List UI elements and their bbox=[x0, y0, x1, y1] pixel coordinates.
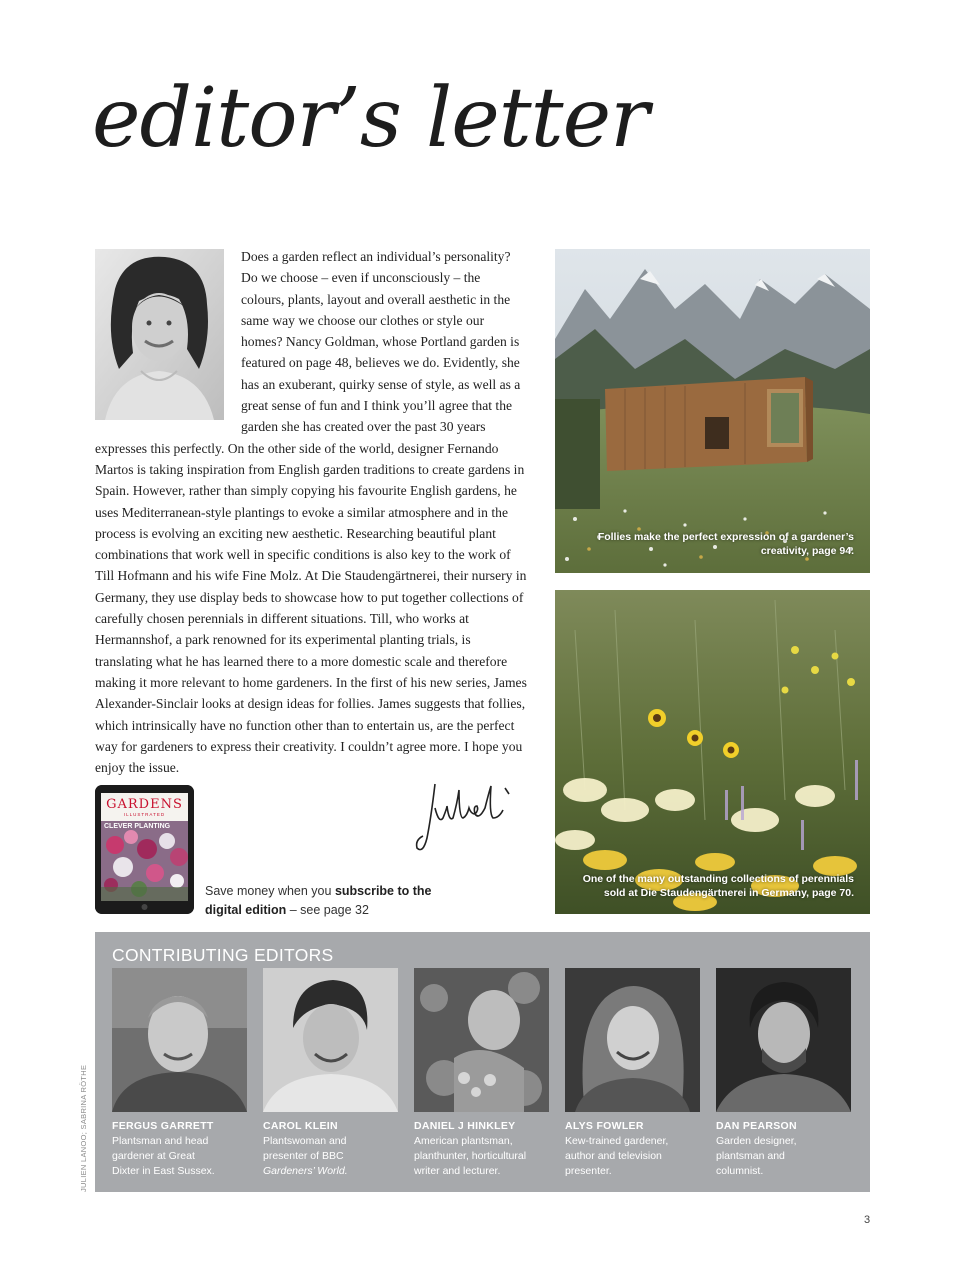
desc-line: planthunter, horticultural bbox=[414, 1150, 527, 1162]
desc-line: Gardeners’ World. bbox=[263, 1165, 348, 1177]
contributor-card bbox=[414, 968, 549, 1179]
desc-line: plantsman and bbox=[716, 1150, 785, 1162]
letter-body bbox=[95, 246, 527, 778]
contributor-card bbox=[716, 968, 851, 1179]
contributor-desc bbox=[263, 1134, 398, 1179]
desc-line: American plantsman, bbox=[414, 1135, 513, 1147]
contributor-photo bbox=[414, 968, 549, 1112]
desc-line: columnist. bbox=[716, 1165, 764, 1177]
desc-line: gardener at Great bbox=[112, 1150, 195, 1162]
folly-photo bbox=[555, 249, 870, 573]
contributor-name: DAN PEARSON bbox=[716, 1120, 797, 1132]
desc-line: Plantsman and head bbox=[112, 1135, 209, 1147]
folly-photo-caption: Follies make the perfect expression of a gardener’s creativity, page 94. bbox=[597, 531, 854, 557]
page-number: 3 bbox=[864, 1214, 871, 1226]
desc-line: writer and lecturer. bbox=[414, 1165, 501, 1177]
desc-line: Kew-trained gardener, bbox=[565, 1135, 669, 1147]
contributor-card bbox=[565, 968, 700, 1179]
perennials-photo bbox=[555, 590, 870, 914]
portrait-spacer bbox=[95, 246, 241, 421]
desc-line: Dixter in East Sussex. bbox=[112, 1165, 215, 1177]
contributor-name: CAROL KLEIN bbox=[263, 1120, 338, 1132]
contributor-desc bbox=[414, 1134, 549, 1179]
desc-line: presenter. bbox=[565, 1165, 612, 1177]
letter-text: Does a garden reflect an individual’s personality? Do we choose – even if unconsciously – the colours, plants, layout and overall aesthetic in the same way we choose our clothes or style our homes? Nancy Goldman, whose Portland garden is featured on page 48, believes we do. Evidently, she has an exuberant, quirky sense of style, as well as a great sense of fun and I think you’ll agree that the garden she has created over the past 30 years expresses this perfectly. On the other side of the world, designer Fernando Martos is taking inspiration from English garden traditions to create gardens in Spain. However, rather than simply copying his favourite English gardens, he uses Mediterranean-style plantings to evoke a similar atmosphere and in the process is evolving an exciting new aesthetic. Researching beautiful plant combinations that work well in specific conditions is also key to the work of Till Hofmann and his wife Fine Molz. At Die Staudengärtnerei, their nursery in Germany, they use display beds to showcase how to put together collections of carefully chosen perennials in different situations. Till, who works at Hermannshof, a park renowned for its experimental planting trials, is translating what he has learned there to a more domestic scale and therefore making it more relevant to home gardeners. In the first of his new series, James Alexander-Sinclair looks at design ideas for follies. James suggests that follies, which intrinsically have no function other than to entertain us, are the perfect way for gardeners to express their creativity. I couldn’t agree more. I hope you enjoy the issue. bbox=[95, 249, 527, 776]
magazine-masthead: GARDENS bbox=[106, 797, 183, 812]
desc-line: author and television bbox=[565, 1150, 662, 1162]
magazine-headline: CLEVER PLANTING bbox=[104, 823, 171, 830]
contributor-photo bbox=[263, 968, 398, 1112]
contributor-photo bbox=[565, 968, 700, 1112]
subscribe-link[interactable]: subscribe to the digital edition bbox=[205, 884, 432, 917]
contributor-desc bbox=[716, 1134, 851, 1179]
subscribe-suffix: – see page 32 bbox=[286, 903, 369, 917]
contributor-photo bbox=[716, 968, 851, 1112]
perennials-photo-caption: One of the many outstanding collections of perennials sold at Die Staudengärtnerei in Germany, page 70. bbox=[582, 873, 854, 899]
contributor-card bbox=[112, 968, 247, 1179]
page-title: editor’s letter bbox=[92, 71, 649, 166]
photo-credit: JULIEN LANOO; SABRINA RÖTHE bbox=[79, 1064, 88, 1192]
magazine-subtitle: ILLUSTRATED bbox=[123, 812, 166, 817]
digital-edition-tablet[interactable] bbox=[95, 785, 194, 914]
desc-line: Garden designer, bbox=[716, 1135, 797, 1147]
contributing-editors-heading: CONTRIBUTING EDITORS bbox=[112, 945, 334, 965]
contributor-card bbox=[263, 968, 398, 1179]
subscribe-prefix: Save money when you bbox=[205, 884, 335, 898]
contributor-desc bbox=[112, 1134, 247, 1179]
contributor-name: FERGUS GARRETT bbox=[112, 1120, 214, 1132]
contributor-name: ALYS FOWLER bbox=[565, 1120, 644, 1132]
editor-signature bbox=[413, 778, 523, 858]
contributor-name: DANIEL J HINKLEY bbox=[414, 1120, 516, 1132]
desc-line: presenter of BBC bbox=[263, 1150, 344, 1162]
contributor-photo bbox=[112, 968, 247, 1112]
desc-line: Plantswoman and bbox=[263, 1135, 347, 1147]
contributing-editors-band bbox=[95, 932, 870, 1192]
subscribe-note bbox=[205, 882, 445, 920]
contributor-desc bbox=[565, 1134, 700, 1179]
